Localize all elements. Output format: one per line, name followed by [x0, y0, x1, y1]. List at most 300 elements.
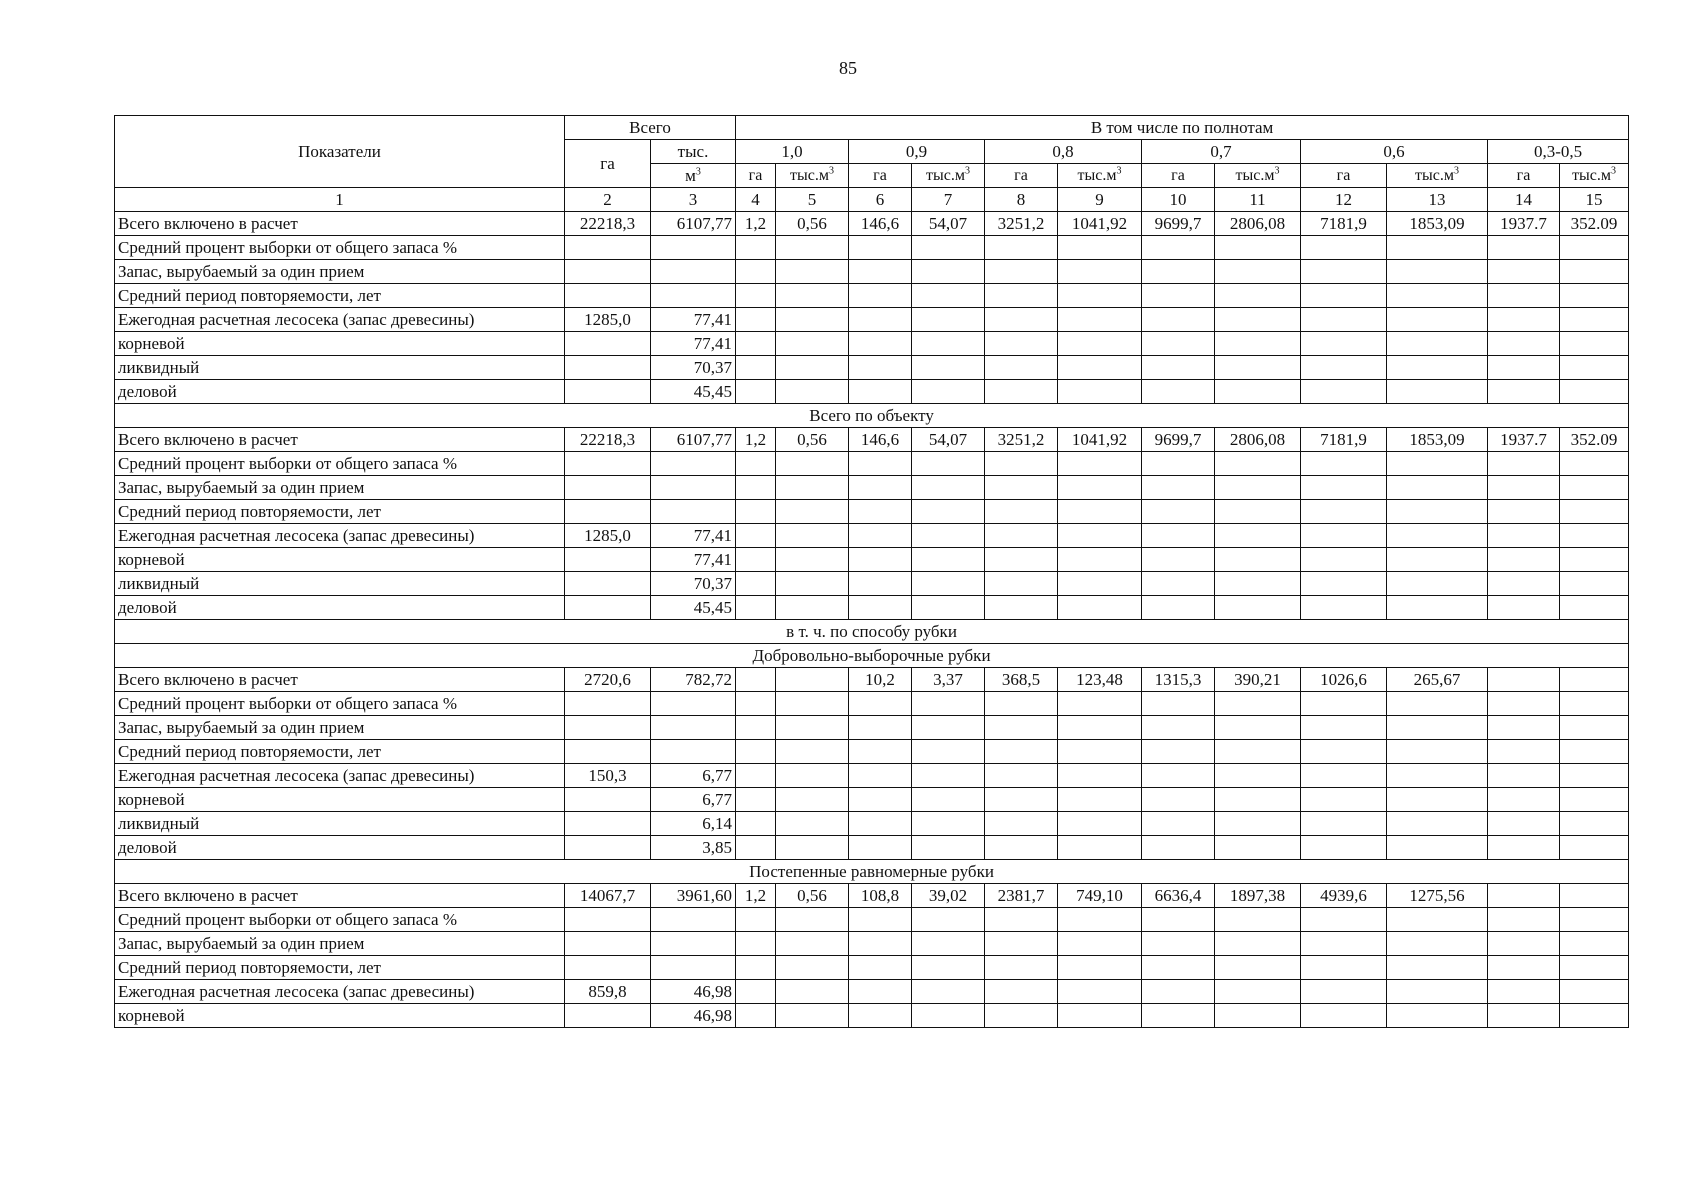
column-number: 2 — [565, 188, 651, 212]
table-cell — [651, 236, 736, 260]
table-cell — [1301, 836, 1387, 860]
table-cell — [849, 788, 912, 812]
row-label: Ежегодная расчетная лесосека (запас древесины) — [115, 308, 565, 332]
table-cell — [565, 476, 651, 500]
row-label: Средний процент выборки от общего запаса % — [115, 908, 565, 932]
table-cell: 6,14 — [651, 812, 736, 836]
table-cell — [985, 764, 1058, 788]
table-cell — [1142, 500, 1215, 524]
table-cell — [776, 1004, 849, 1028]
table-cell — [849, 572, 912, 596]
table-cell — [1301, 692, 1387, 716]
table-cell: 1,2 — [736, 212, 776, 236]
row-label: Средний процент выборки от общего запаса % — [115, 236, 565, 260]
table-cell: 1,2 — [736, 428, 776, 452]
table-cell — [1387, 380, 1488, 404]
table-cell — [1560, 884, 1629, 908]
table-cell — [1142, 356, 1215, 380]
table-cell — [1488, 884, 1560, 908]
table-cell — [985, 836, 1058, 860]
table-cell — [1387, 692, 1488, 716]
table-cell — [985, 788, 1058, 812]
table-cell: 6636,4 — [1142, 884, 1215, 908]
table-cell — [776, 740, 849, 764]
table-cell — [1215, 500, 1301, 524]
table-cell — [736, 356, 776, 380]
table-cell — [1058, 908, 1142, 932]
header-unit-ths-m3: $тыс.м^3$ — [776, 164, 849, 188]
table-cell — [736, 740, 776, 764]
table-cell — [1387, 956, 1488, 980]
table-cell — [1301, 380, 1387, 404]
table-cell — [1488, 692, 1560, 716]
row-label: Ежегодная расчетная лесосека (запас древесины) — [115, 764, 565, 788]
table-cell: 1285,0 — [565, 308, 651, 332]
header-density: 0,3-0,5 — [1488, 140, 1629, 164]
table-cell — [1301, 956, 1387, 980]
table-cell — [1142, 908, 1215, 932]
table-cell — [776, 356, 849, 380]
table-cell — [565, 356, 651, 380]
table-cell — [849, 764, 912, 788]
table-cell — [1301, 524, 1387, 548]
table-cell: 0,56 — [776, 428, 849, 452]
column-number: 8 — [985, 188, 1058, 212]
row-label: ликвидный — [115, 572, 565, 596]
header-density: 1,0 — [736, 140, 849, 164]
table-cell — [1215, 932, 1301, 956]
table-cell: 146,6 — [849, 428, 912, 452]
table-cell: 45,45 — [651, 596, 736, 620]
column-number: 10 — [1142, 188, 1215, 212]
table-cell: 39,02 — [912, 884, 985, 908]
table-cell — [1488, 980, 1560, 1004]
table-cell: 0,56 — [776, 212, 849, 236]
table-cell — [1387, 548, 1488, 572]
table-cell — [1560, 788, 1629, 812]
table-row — [115, 572, 1629, 596]
table-cell — [776, 692, 849, 716]
table-cell — [1215, 788, 1301, 812]
header-density: 0,6 — [1301, 140, 1488, 164]
row-label: Средний период повторяемости, лет — [115, 956, 565, 980]
table-cell — [736, 452, 776, 476]
table-cell — [1215, 572, 1301, 596]
table-cell — [736, 476, 776, 500]
table-cell — [912, 572, 985, 596]
table-cell — [1560, 980, 1629, 1004]
table-cell — [776, 932, 849, 956]
table-cell — [1488, 380, 1560, 404]
row-label: корневой — [115, 1004, 565, 1028]
table-cell — [1560, 932, 1629, 956]
table-cell — [1560, 668, 1629, 692]
table-cell — [1560, 332, 1629, 356]
table-cell — [1387, 236, 1488, 260]
column-number: 12 — [1301, 188, 1387, 212]
table-cell — [1488, 332, 1560, 356]
table-cell — [912, 716, 985, 740]
table-cell — [1215, 524, 1301, 548]
table-cell — [1387, 836, 1488, 860]
column-number: 11 — [1215, 188, 1301, 212]
table-cell — [1058, 836, 1142, 860]
table-cell — [1142, 596, 1215, 620]
table-cell — [985, 596, 1058, 620]
table-cell — [985, 452, 1058, 476]
table-cell: 22218,3 — [565, 428, 651, 452]
table-cell — [776, 596, 849, 620]
table-cell — [1560, 716, 1629, 740]
table-cell: 54,07 — [912, 428, 985, 452]
table-cell — [1058, 596, 1142, 620]
table-cell — [985, 476, 1058, 500]
table-cell: 6107,77 — [651, 212, 736, 236]
table-cell — [1215, 908, 1301, 932]
table-cell: 150,3 — [565, 764, 651, 788]
header-by-density: В том числе по полнотам — [736, 116, 1629, 140]
table-cell: 7181,9 — [1301, 428, 1387, 452]
table-cell — [849, 380, 912, 404]
table-cell — [849, 260, 912, 284]
table-cell: 10,2 — [849, 668, 912, 692]
table-cell — [912, 452, 985, 476]
table-cell — [1560, 452, 1629, 476]
table-cell — [565, 812, 651, 836]
table-cell — [1142, 452, 1215, 476]
table-cell — [565, 260, 651, 284]
table-cell — [1488, 788, 1560, 812]
table-cell — [1142, 932, 1215, 956]
table-cell — [1142, 236, 1215, 260]
table-cell — [1488, 740, 1560, 764]
table-cell — [1058, 788, 1142, 812]
table-cell — [565, 572, 651, 596]
table-cell — [651, 716, 736, 740]
table-cell: 9699,7 — [1142, 212, 1215, 236]
table-cell: 3,85 — [651, 836, 736, 860]
table-row — [115, 1004, 1629, 1028]
table-cell — [1560, 740, 1629, 764]
table-cell — [912, 500, 985, 524]
table-cell — [1215, 308, 1301, 332]
table-cell — [651, 932, 736, 956]
table-row — [115, 476, 1629, 500]
table-cell — [736, 764, 776, 788]
table-row — [115, 668, 1629, 692]
table-row — [115, 308, 1629, 332]
table-cell: 265,67 — [1387, 668, 1488, 692]
column-number: 5 — [776, 188, 849, 212]
table-cell: 3251,2 — [985, 428, 1058, 452]
table-cell — [736, 236, 776, 260]
table-cell — [1142, 524, 1215, 548]
table-cell — [736, 260, 776, 284]
table-cell — [1142, 812, 1215, 836]
table-cell — [1215, 812, 1301, 836]
row-label: Ежегодная расчетная лесосека (запас древесины) — [115, 524, 565, 548]
row-label: деловой — [115, 836, 565, 860]
header-density: 0,9 — [849, 140, 985, 164]
table-cell — [985, 236, 1058, 260]
table-cell — [776, 908, 849, 932]
table-cell — [985, 740, 1058, 764]
table-cell — [1560, 476, 1629, 500]
table-cell — [565, 716, 651, 740]
table-cell — [736, 716, 776, 740]
table-cell — [985, 812, 1058, 836]
table-cell: 22218,3 — [565, 212, 651, 236]
table-cell — [776, 524, 849, 548]
header-total-ths-bottom: $м^3$ — [651, 164, 736, 188]
table-cell — [1488, 308, 1560, 332]
table-cell: 352.09 — [1560, 428, 1629, 452]
table-cell — [736, 692, 776, 716]
table-cell — [985, 308, 1058, 332]
table-cell — [1387, 596, 1488, 620]
table-cell — [736, 524, 776, 548]
table-cell — [1058, 236, 1142, 260]
table-cell — [1560, 836, 1629, 860]
table-cell — [1560, 572, 1629, 596]
table-cell — [776, 236, 849, 260]
table-cell — [849, 1004, 912, 1028]
table-cell — [849, 596, 912, 620]
table-cell — [1488, 668, 1560, 692]
table-cell — [1058, 524, 1142, 548]
table-cell — [776, 788, 849, 812]
table-cell — [1488, 956, 1560, 980]
table-cell: 2806,08 — [1215, 212, 1301, 236]
row-label: Средний период повторяемости, лет — [115, 740, 565, 764]
table-cell — [776, 308, 849, 332]
table-cell — [912, 260, 985, 284]
row-label: корневой — [115, 332, 565, 356]
table-cell — [849, 956, 912, 980]
table-cell — [1387, 716, 1488, 740]
table-cell: 3,37 — [912, 668, 985, 692]
row-label: Всего включено в расчет — [115, 212, 565, 236]
table-cell — [1301, 284, 1387, 308]
table-cell — [1488, 260, 1560, 284]
table-cell — [776, 452, 849, 476]
table-row — [115, 548, 1629, 572]
table-cell — [1560, 356, 1629, 380]
header-density: 0,8 — [985, 140, 1142, 164]
header-unit-ha: га — [1488, 164, 1560, 188]
row-label: корневой — [115, 788, 565, 812]
table-row — [115, 452, 1629, 476]
table-row — [115, 332, 1629, 356]
table-cell — [1488, 812, 1560, 836]
table-row — [115, 932, 1629, 956]
header-density: 0,7 — [1142, 140, 1301, 164]
table-cell — [1058, 716, 1142, 740]
table-cell — [1142, 260, 1215, 284]
table-cell: 123,48 — [1058, 668, 1142, 692]
table-cell — [736, 548, 776, 572]
table-row — [115, 236, 1629, 260]
table-cell — [776, 980, 849, 1004]
table-cell — [1142, 788, 1215, 812]
table-cell — [1058, 1004, 1142, 1028]
table-cell — [1058, 692, 1142, 716]
table-cell: 1897,38 — [1215, 884, 1301, 908]
table-cell — [1387, 980, 1488, 1004]
table-cell — [1301, 932, 1387, 956]
table-cell — [565, 908, 651, 932]
table-cell — [1215, 716, 1301, 740]
table-cell — [736, 1004, 776, 1028]
table-cell — [1301, 596, 1387, 620]
table-cell: 4939,6 — [1301, 884, 1387, 908]
table-cell — [1142, 836, 1215, 860]
table-cell: 1315,3 — [1142, 668, 1215, 692]
table-cell — [736, 980, 776, 1004]
table-cell — [849, 308, 912, 332]
table-cell — [1488, 908, 1560, 932]
table-cell — [736, 788, 776, 812]
table-cell — [1058, 956, 1142, 980]
table-cell — [1387, 1004, 1488, 1028]
table-cell — [736, 332, 776, 356]
table-header — [115, 116, 1629, 212]
table-cell: 77,41 — [651, 332, 736, 356]
row-label: деловой — [115, 380, 565, 404]
table-cell — [1560, 260, 1629, 284]
column-number: 9 — [1058, 188, 1142, 212]
row-label: Запас, вырубаемый за один прием — [115, 476, 565, 500]
table-cell — [1387, 524, 1488, 548]
table-cell — [565, 836, 651, 860]
table-cell: 1937.7 — [1488, 212, 1560, 236]
table-cell — [912, 236, 985, 260]
header-unit-ha: га — [985, 164, 1058, 188]
table-cell — [1301, 980, 1387, 1004]
table-cell: 6,77 — [651, 764, 736, 788]
table-cell: 3251,2 — [985, 212, 1058, 236]
table-cell — [1142, 692, 1215, 716]
table-cell — [1215, 956, 1301, 980]
table-cell: 77,41 — [651, 524, 736, 548]
table-cell — [849, 236, 912, 260]
table-cell — [985, 956, 1058, 980]
table-cell — [849, 932, 912, 956]
table-body — [115, 212, 1629, 1028]
table-cell — [912, 524, 985, 548]
table-cell — [1142, 764, 1215, 788]
row-label: Всего включено в расчет — [115, 668, 565, 692]
table-cell — [912, 356, 985, 380]
table-cell — [1215, 476, 1301, 500]
table-cell: 0,56 — [776, 884, 849, 908]
table-cell — [1058, 980, 1142, 1004]
table-cell — [849, 500, 912, 524]
table-cell — [1058, 452, 1142, 476]
table-cell — [736, 500, 776, 524]
table-cell — [1488, 236, 1560, 260]
table-cell — [776, 548, 849, 572]
row-label: Средний процент выборки от общего запаса % — [115, 692, 565, 716]
table-cell — [736, 668, 776, 692]
table-cell — [1560, 236, 1629, 260]
table-row — [115, 596, 1629, 620]
table-cell: 368,5 — [985, 668, 1058, 692]
table-cell — [1301, 812, 1387, 836]
table-cell — [1387, 308, 1488, 332]
table-cell — [565, 1004, 651, 1028]
header-unit-ha: га — [1301, 164, 1387, 188]
table-cell: 1,2 — [736, 884, 776, 908]
table-cell — [1215, 596, 1301, 620]
table-cell — [1142, 956, 1215, 980]
table-cell — [1215, 356, 1301, 380]
row-label: Запас, вырубаемый за один прием — [115, 716, 565, 740]
table-cell — [985, 716, 1058, 740]
table-cell — [565, 332, 651, 356]
table-cell — [565, 788, 651, 812]
table-cell — [1058, 476, 1142, 500]
table-cell — [912, 596, 985, 620]
table-row — [115, 260, 1629, 284]
table-cell — [1387, 332, 1488, 356]
table-cell — [1215, 980, 1301, 1004]
table-cell — [912, 740, 985, 764]
table-cell — [1387, 356, 1488, 380]
table-cell: 146,6 — [849, 212, 912, 236]
table-cell — [651, 452, 736, 476]
row-label: Всего включено в расчет — [115, 884, 565, 908]
row-label: корневой — [115, 548, 565, 572]
table-cell — [1488, 284, 1560, 308]
table-cell — [1142, 548, 1215, 572]
table-cell — [651, 740, 736, 764]
table-cell: 70,37 — [651, 356, 736, 380]
table-cell — [1215, 284, 1301, 308]
table-cell — [849, 692, 912, 716]
table-cell — [1560, 524, 1629, 548]
table-cell — [912, 380, 985, 404]
table-cell: 46,98 — [651, 980, 736, 1004]
table-cell — [1560, 596, 1629, 620]
table-cell — [1301, 476, 1387, 500]
table-cell — [1387, 500, 1488, 524]
table-cell — [1058, 284, 1142, 308]
table-cell — [1560, 692, 1629, 716]
table-cell — [565, 740, 651, 764]
table-cell — [1058, 356, 1142, 380]
table-cell — [985, 260, 1058, 284]
row-label: деловой — [115, 596, 565, 620]
table-cell — [1301, 788, 1387, 812]
table-row — [115, 524, 1629, 548]
table-cell — [1301, 356, 1387, 380]
table-cell — [1560, 284, 1629, 308]
table-row — [115, 284, 1629, 308]
table-row — [115, 764, 1629, 788]
table-cell — [1142, 980, 1215, 1004]
table-cell — [1488, 356, 1560, 380]
section-title-row — [115, 860, 1629, 884]
table-cell — [1058, 308, 1142, 332]
table-cell — [776, 668, 849, 692]
table-cell — [776, 572, 849, 596]
table-cell — [1058, 812, 1142, 836]
column-number: 7 — [912, 188, 985, 212]
table-cell — [651, 956, 736, 980]
table-cell — [985, 980, 1058, 1004]
table-cell — [736, 932, 776, 956]
